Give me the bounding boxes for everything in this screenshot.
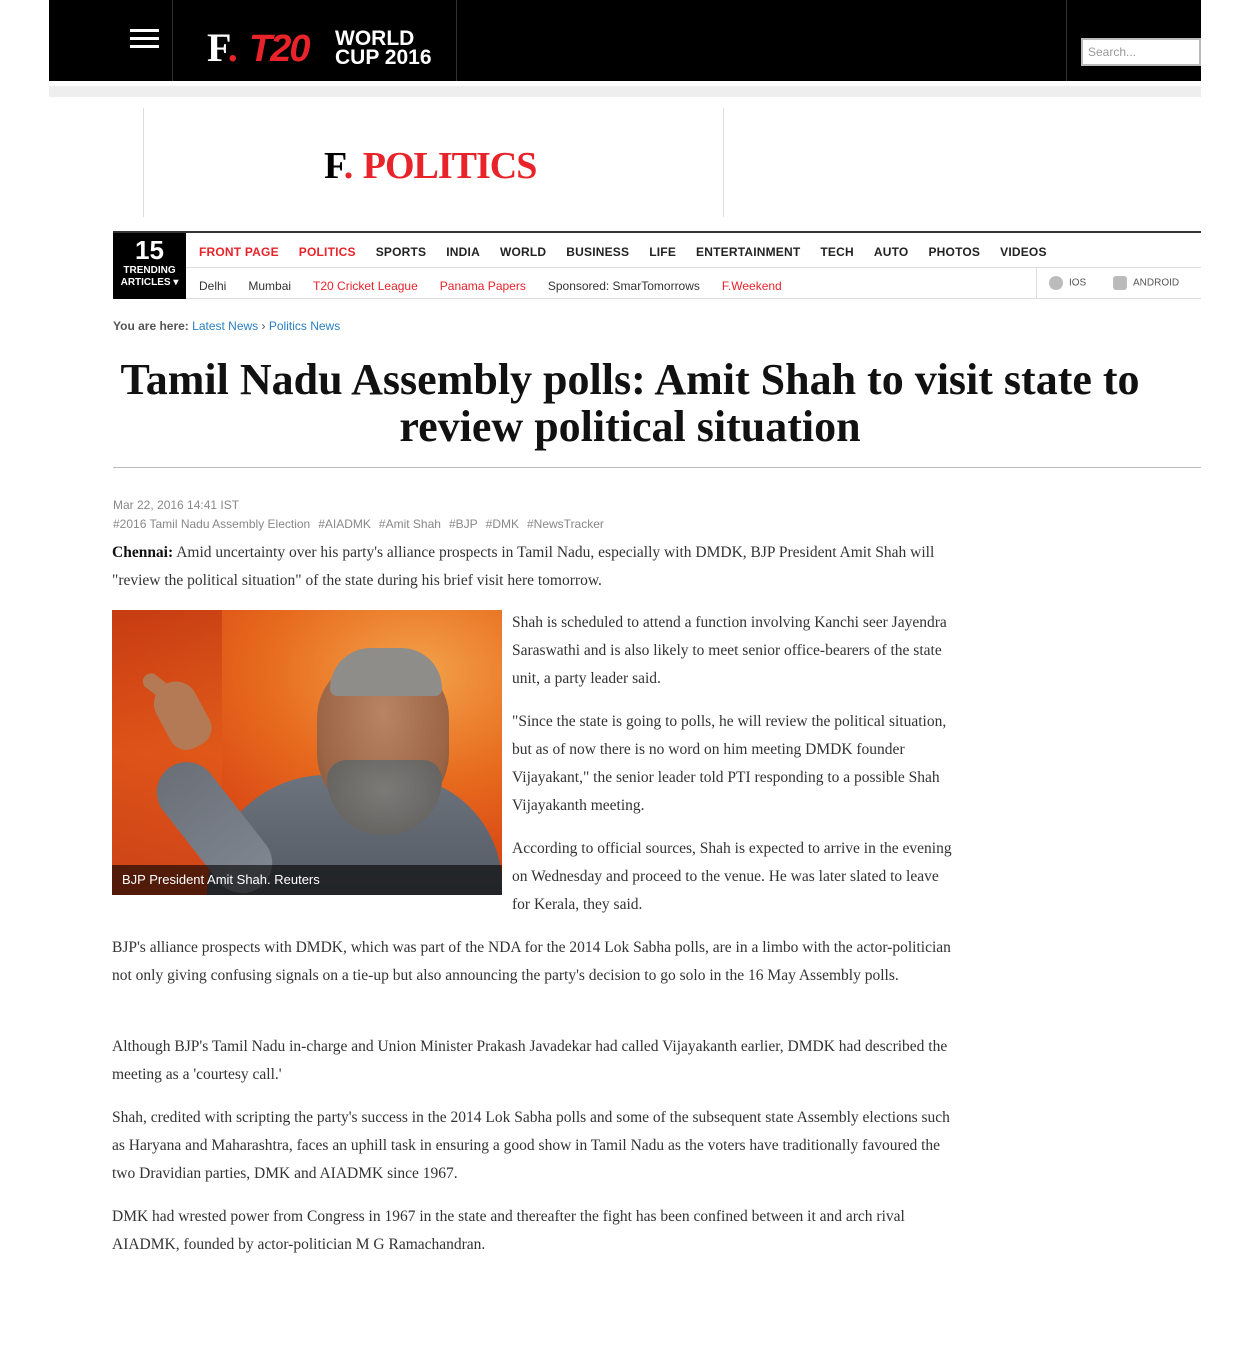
search-input[interactable]: Search... (1081, 38, 1201, 66)
article-date: Mar 22, 2016 14:41 IST (113, 498, 240, 512)
main-navigation (113, 231, 1201, 299)
tag-link[interactable]: #Amit Shah (378, 517, 441, 531)
nav-item-india[interactable]: INDIA (446, 245, 480, 259)
article-tags (113, 517, 612, 531)
trending-count: 15 (135, 235, 164, 265)
breadcrumb-label: You are here: (113, 319, 189, 333)
nav-item-life[interactable]: LIFE (649, 245, 677, 259)
article-headline: Tamil Nadu Assembly polls: Amit Shah to visit state to review political situation (120, 355, 1140, 451)
app-links (1036, 268, 1201, 299)
subnav-delhi[interactable]: Delhi (199, 279, 227, 293)
breadcrumb-separator: › (261, 319, 266, 333)
trending-label: TRENDING (123, 265, 176, 276)
breadcrumb (113, 319, 340, 333)
tag-link[interactable]: #AIADMK (318, 517, 371, 531)
headline-divider (113, 467, 1201, 468)
nav-item-business[interactable]: BUSINESS (566, 245, 630, 259)
ios-label: IOS (1069, 277, 1087, 289)
hamburger-icon-bar (130, 37, 159, 40)
trending-articles-button[interactable] (113, 233, 186, 299)
section-logo-block (143, 108, 724, 217)
nav-item-world[interactable]: WORLD (499, 245, 547, 259)
tag-link[interactable]: #BJP (448, 517, 478, 531)
nav-item-auto[interactable]: AUTO (873, 245, 909, 259)
secondary-nav (199, 277, 804, 295)
brand-world-cup (335, 29, 432, 67)
subnav-panama-papers[interactable]: Panama Papers (439, 279, 526, 293)
article-photo (112, 610, 502, 895)
android-icon (1113, 276, 1127, 290)
photo-figure-hair (330, 648, 442, 696)
top-header-bar (49, 0, 1201, 81)
tag-link[interactable]: #2016 Tamil Nadu Assembly Election (113, 517, 311, 531)
ios-app-link[interactable] (1049, 276, 1086, 290)
article-paragraph: Shah is scheduled to attend a function involving Kanchi seer Jayendra Saraswathi and is also likely to meet senior office-bearers of the state unit, a party leader said. (512, 614, 947, 687)
politics-logo[interactable] (324, 146, 536, 186)
brand-cup: CUP 2016 (335, 46, 432, 69)
subnav-mumbai[interactable]: Mumbai (248, 279, 292, 293)
android-app-link[interactable] (1113, 276, 1179, 290)
nav-item-tech[interactable]: TECH (820, 245, 854, 259)
brand-f: F. (207, 25, 238, 70)
nav-item-politics[interactable]: POLITICS (298, 245, 356, 259)
trending-label-articles: ARTICLES ▾ (120, 277, 179, 288)
photo-caption: BJP President Amit Shah. Reuters (112, 865, 502, 895)
hamburger-icon (130, 29, 159, 32)
logo-section-name: POLITICS (362, 145, 537, 187)
breadcrumb-latest-news[interactable]: Latest News (192, 319, 259, 333)
lead-text: Amid uncertainty over his party's alliance prospects in Tamil Nadu, especially with DMDK, BJP President Amit Shah will "review the political situation" of the state during his brief visit here tomorrow. (112, 544, 935, 589)
breadcrumb-politics-news[interactable]: Politics News (268, 319, 341, 333)
subnav-sponsored[interactable]: Sponsored: SmarTomorrows (547, 279, 700, 293)
article-paragraph: BJP's alliance prospects with DMDK, which was part of the NDA for the 2014 Lok Sabha polls, are in a limbo with the actor-politician not only giving confusing signals on a tie-up but also announcing the party's decision to go solo in the 16 May Assembly polls. (112, 939, 951, 984)
article-paragraph: Shah, credited with scripting the party's success in the 2014 Lok Sabha polls and some of the subsequent state Assembly elections such as Haryana and Maharashtra, faces an uphill task in ensuring a good show in Tamil Nadu as the voters have traditionally favoured the two Dravidian parties, DMK and AIADMK since 1967. (112, 1109, 950, 1182)
brand-world: WORLD (335, 27, 415, 50)
nav-item-videos[interactable]: VIDEOS (1000, 245, 1047, 259)
article-paragraph: DMK had wrested power from Congress in 1967 in the state and thereafter the fight has been confined between it and arch rival AIADMK, founded by actor-politician M G Ramachandran. (112, 1208, 905, 1253)
logo-dot: . (343, 145, 354, 187)
subnav-fweekend[interactable]: F.Weekend (721, 279, 782, 293)
header-divider (1066, 0, 1067, 81)
android-label: ANDROID (1133, 277, 1180, 289)
nav-item-front-page[interactable]: FRONT PAGE (199, 245, 279, 259)
logo-f: F (324, 145, 344, 187)
brand-t20: T20 (249, 28, 309, 70)
article-paragraph: According to official sources, Shah is expected to arrive in the evening on Wednesday and proceed to the venue. He was later slated to leave for Kerala, they said. (512, 840, 952, 913)
apple-icon (1049, 276, 1063, 290)
header-strip (49, 86, 1201, 97)
nav-item-entertainment[interactable]: ENTERTAINMENT (696, 245, 801, 259)
nav-item-photos[interactable]: PHOTOS (928, 245, 981, 259)
tag-link[interactable]: #DMK (485, 517, 519, 531)
menu-button[interactable] (49, 0, 173, 81)
lead-paragraph (112, 539, 952, 595)
site-logo-t20[interactable] (173, 0, 457, 81)
hamburger-icon-bar (130, 45, 159, 48)
article-paragraph: "Since the state is going to polls, he will review the political situation, but as of now there is no word on him meeting DMDK founder Vijayakant," the senior leader told PTI responding to a possible Shah Vijayakanth meeting. (512, 713, 947, 814)
tag-link[interactable]: #NewsTracker (527, 517, 604, 531)
article-paragraph: Although BJP's Tamil Nadu in-charge and Union Minister Prakash Javadekar had called Vijayakanth earlier, DMDK had described the meeting as a 'courtesy call.' (112, 1038, 948, 1083)
primary-nav (199, 243, 1067, 261)
subnav-t20-cricket-league[interactable]: T20 Cricket League (313, 279, 418, 293)
dateline: Chennai: (112, 544, 174, 561)
nav-item-sports[interactable]: SPORTS (375, 245, 427, 259)
